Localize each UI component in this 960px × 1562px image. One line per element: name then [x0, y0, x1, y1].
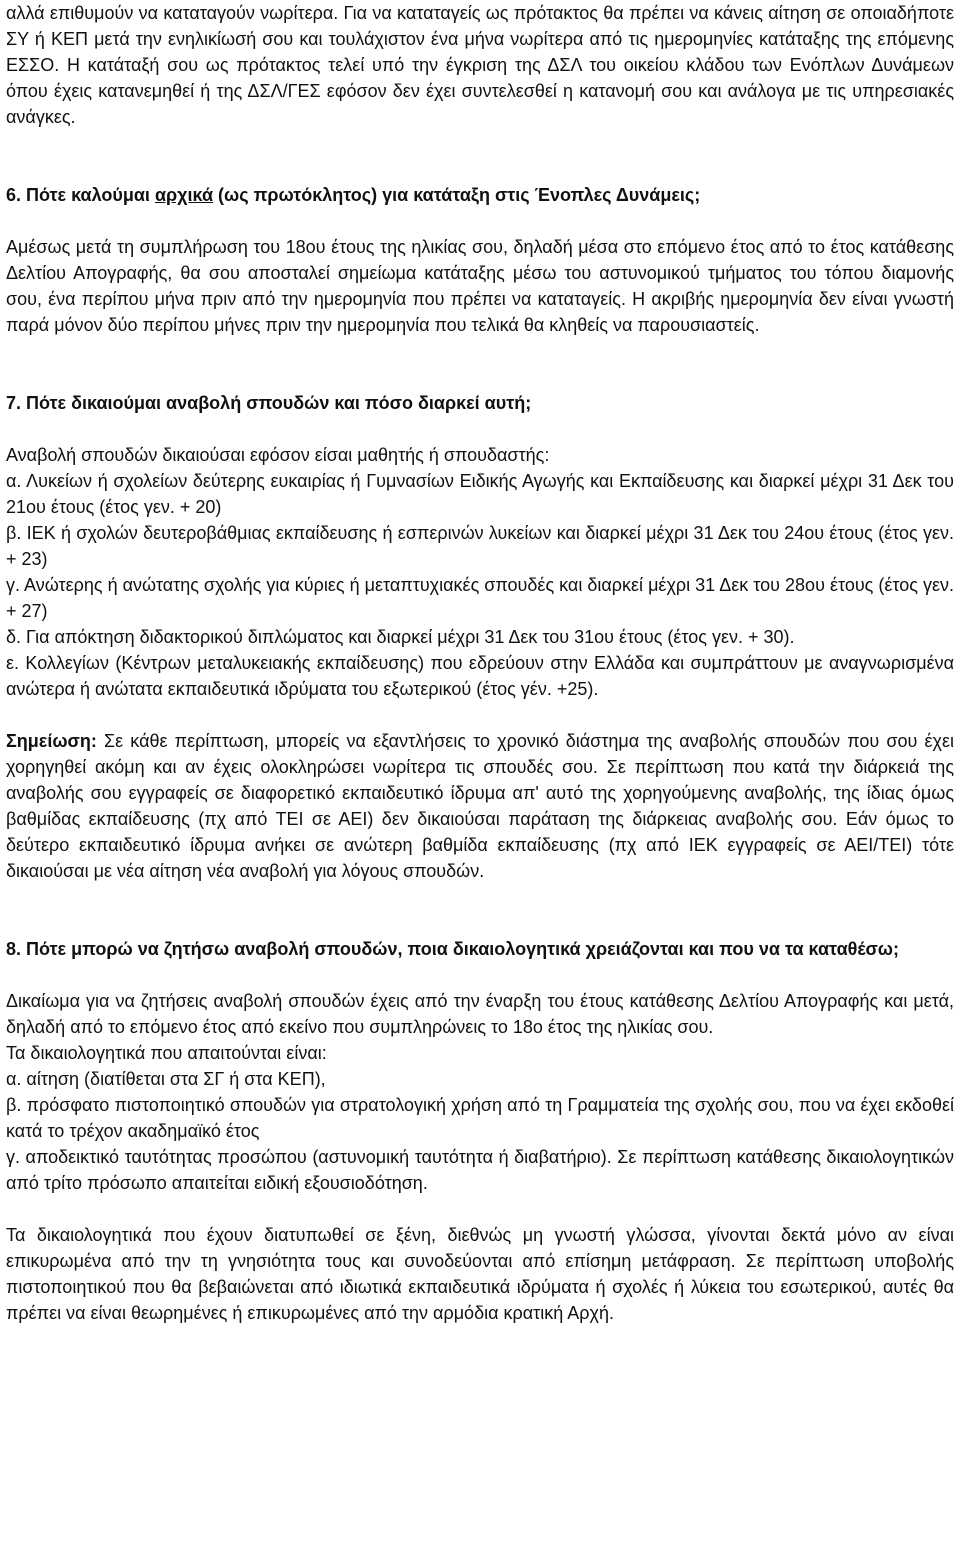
spacer [6, 208, 954, 234]
note-text: Σε κάθε περίπτωση, μπορείς να εξαντλήσεις το χρονικό διάστημα της αναβολής σπουδών που σου έχει χορηγηθεί ακόμη και αν έχεις ολοκληρώσει νωρίτερα τις σπουδές σου. Σε περίπτωση που κατά την διάρκειά της αναβολής σου εγγραφείς σε διαφορετικό εκπαιδευτικό ίδρυμα απ' αυτό της χορηγούμενης αναβολής, της ίδιας όμως βαθμίδας εκπαίδευσης (πχ από ΤΕΙ σε ΑΕΙ) δεν δικαιούσαι παράταση της διάρκειας αναβολής σου. Εάν όμως το δεύτερο εκπαιδευτικό ίδρυμα ανήκει σε ανώτερη βαθμίδα εκπαίδευσης (πχ από ΙΕΚ εγγραφείς σε ΑΕΙ/ΤΕΙ) τότε δικαιούσαι με νέα αίτηση νέα αναβολή για λόγους σπουδών. [6, 731, 954, 881]
section-7-item: γ. Ανώτερης ή ανώτατης σχολής για κύριες ή μεταπτυχιακές σπουδές και διαρκεί μέχρι 31 Δεκ του 28ου έτους (έτος γεν. + 27) [6, 575, 954, 621]
spacer [6, 338, 954, 390]
section-7-item: δ. Για απόκτηση διδακτορικού διπλώματος και διαρκεί μέχρι 31 Δεκ του 31ου έτους (έτος γεν. + 30). [6, 627, 795, 647]
section-7-note [6, 728, 954, 884]
spacer [6, 1196, 954, 1222]
section-7-item: ε. Κολλεγίων (Κέντρων μεταλυκειακής εκπαίδευσης) που εδρεύουν στην Ελλάδα και συμπράττουν με αναγνωρισμένα ανώτερα ή ανώτατα εκπαιδευτικά ιδρύματα του εξωτερικού (έτος γέν. +25). [6, 653, 954, 699]
section-8-heading: 8. Πότε μπορώ να ζητήσω αναβολή σπουδών, ποια δικαιολογητικά χρειάζονται και που να τα καταθέσω; [6, 939, 900, 959]
note-label: Σημείωση: [6, 731, 97, 751]
section-8-doc-item: β. πρόσφατο πιστοποιητικό σπουδών για στρατολογική χρήση από τη Γραμματεία της σχολής σου, που να έχει εκδοθεί κατά το τρέχον ακαδημαϊκό έτος [6, 1095, 954, 1141]
section-8-body: Δικαίωμα για να ζητήσεις αναβολή σπουδών έχεις από την έναρξη του έτους κατάθεσης Δελτίου Απογραφής και μετά, δηλαδή από το επόμενο έτος από εκείνο που συμπληρώνεις το 18ο έτος της ηλικίας σου. [6, 991, 954, 1037]
section-8-docs-lead: Τα δικαιολογητικά που απαιτούνται είναι: [6, 1043, 327, 1063]
section-8-foreign-docs: Τα δικαιολογητικά που έχουν διατυπωθεί σε ξένη, διεθνώς μη γνωστή γλώσσα, γίνονται δεκτά μόνο αν είναι επικυρωμένα από την τη γνησιότητα τους και συνοδεύονται από επίσημη μετάφραση. Σε περίπτωση υποβολής πιστοποιητικού που θα βεβαιώνεται από ιδιωτικά εκπαιδευτικά ιδρύματα ή σχολές ή λύκεια του εσωτερικού, αυτές θα πρέπει να είναι θεωρημένες ή επικυρωμένες από την αρμόδια κρατική Αρχή. [6, 1225, 954, 1323]
section-7-heading: 7. Πότε δικαιούμαι αναβολή σπουδών και πόσο διαρκεί αυτή; [6, 393, 532, 413]
spacer [6, 702, 954, 728]
section-7-item: β. ΙΕΚ ή σχολών δευτεροβάθμιας εκπαίδευσης ή εσπερινών λυκείων και διαρκεί μέχρι 31 Δεκ του 24ου έτους (έτος γεν. + 23) [6, 523, 954, 569]
section-7-item: α. Λυκείων ή σχολείων δεύτερης ευκαιρίας ή Γυμνασίων Ειδικής Αγωγής και Εκπαίδευσης και διαρκεί μέχρι 31 Δεκ του 21ου έτους (έτος γεν. + 20) [6, 471, 954, 517]
section-8-doc-item: γ. αποδεικτικό ταυτότητας προσώπου (αστυνομική ταυτότητα ή διαβατήριο). Σε περίπτωση κατάθεσης δικαιολογητικών από τρίτο πρόσωπο απαιτείται ειδική εξουσιοδότηση. [6, 1147, 954, 1193]
section-6-heading-underlined: αρχικά [154, 185, 214, 205]
section-8-doc-item: α. αίτηση (διατίθεται στα ΣΓ ή στα ΚΕΠ), [6, 1069, 326, 1089]
section-7-lead: Αναβολή σπουδών δικαιούσαι εφόσον είσαι μαθητής ή σπουδαστής: [6, 445, 550, 465]
intro-paragraph: αλλά επιθυμούν να καταταγούν νωρίτερα. Για να καταταγείς ως πρότακτος θα πρέπει να κάνεις αίτηση σε οποιαδήποτε ΣΥ ή ΚΕΠ μετά την ενηλικίωσή σου και τουλάχιστον ένα μήνα νωρίτερα από τις ημερομηνίες κατάταξης της επόμενης ΕΣΣΟ. Η κατάταξή σου ως πρότακτος τελεί υπό την έγκριση της ΔΣΛ του οικείου κλάδου των Ενόπλων Δυνάμεων όπου έχεις κατανεμηθεί ή της ΔΣΛ/ΓΕΣ εφόσον δεν έχει συντελεσθεί η κατανομή σου και ανάλογα με τις υπηρεσιακές ανάγκες. [6, 3, 954, 127]
spacer [6, 130, 954, 182]
section-6-heading-pre: 6. Πότε καλούμαι [6, 185, 155, 205]
spacer [6, 962, 954, 988]
spacer [6, 416, 954, 442]
section-6-heading [6, 182, 954, 208]
section-6-body: Αμέσως μετά τη συμπλήρωση του 18ου έτους της ηλικίας σου, δηλαδή μέσα στο επόμενο έτος από το έτος κατάθεσης Δελτίου Απογραφής, θα σου αποσταλεί σημείωμα κατάταξης μέσω του αστυνομικού τμήματος του τόπου διαμονής σου, ένα περίπου μήνα πριν από την ημερομηνία που πρέπει να καταταγείς. Η ακριβής ημερομηνία δεν είναι γνωστή παρά μόνον δύο περίπου μήνες πριν την ημερομηνία που τελικά θα κληθείς να παρουσιαστείς. [6, 237, 954, 335]
section-6-heading-post: (ως πρωτόκλητος) για κατάταξη στις Ένοπλες Δυνάμεις; [213, 185, 701, 205]
spacer [6, 884, 954, 936]
